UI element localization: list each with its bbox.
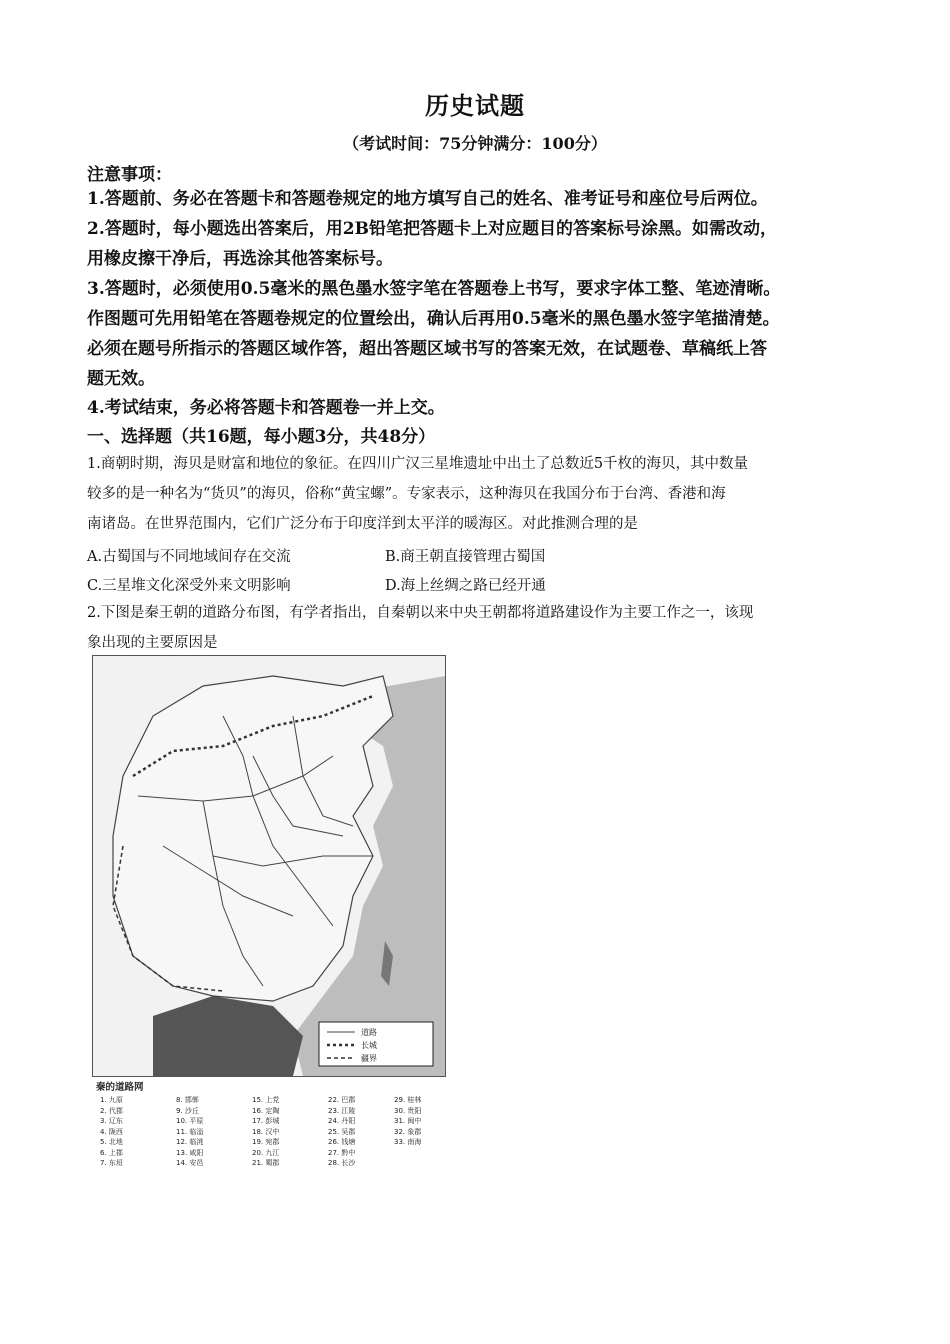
place-item: 25. 吴郡 <box>328 1127 356 1136</box>
place-item: 5. 北地 <box>100 1138 123 1146</box>
place-item: 18. 汉中 <box>252 1127 280 1136</box>
land-outline <box>113 676 393 1001</box>
place-item: 20. 九江 <box>252 1148 280 1157</box>
notice-line: 作图题可先用铅笔在答题卷规定的位置绘出，确认后再用0.5毫米的黑色墨水签字笔描清楚。 <box>87 309 780 329</box>
map-figure <box>93 656 445 1076</box>
southern-land <box>153 996 303 1076</box>
notice-line: 1.答题前、务必在答题卡和答题卷规定的地方填写自己的姓名、准考证号和座位号后两位。 <box>87 189 768 209</box>
place-item: 14. 安邑 <box>176 1159 204 1167</box>
place-item: 8. 邯郸 <box>176 1096 199 1104</box>
option-c: C.三星堆文化深受外来文明影响 <box>87 578 291 594</box>
place-item: 7. 东垣 <box>100 1159 123 1167</box>
place-item: 17. 彭城 <box>252 1117 280 1125</box>
section-heading: 一、选择题（共16题，每小题3分，共48分） <box>87 427 436 447</box>
notice-line: 2.答题时，每小题选出答案后，用2B铅笔把答题卡上对应题目的答案标号涂黑。如需改动， <box>87 219 777 239</box>
place-item: 10. 平原 <box>176 1117 204 1125</box>
question-1-line: 1.商朝时期，海贝是财富和地位的象征。在四川广汉三星堆遗址中出土了总数近5千枚的海贝，其中数量 <box>87 456 749 472</box>
place-item: 13. 咸阳 <box>176 1148 204 1157</box>
place-item: 32. 象郡 <box>394 1127 422 1136</box>
place-item: 3. 辽东 <box>100 1117 123 1125</box>
place-item: 30. 贵阳 <box>394 1106 422 1115</box>
legend-border-label: 疆界 <box>361 1054 377 1063</box>
place-item: 1. 九原 <box>100 1096 123 1104</box>
qin-road-map <box>92 655 446 1077</box>
place-item: 27. 黔中 <box>328 1148 356 1157</box>
place-name-legend <box>94 1079 442 1185</box>
place-column-4 <box>328 1095 355 1169</box>
place-item: 11. 临淄 <box>176 1127 204 1136</box>
place-item: 22. 巴郡 <box>328 1096 356 1104</box>
notice-line: 题无效。 <box>87 369 155 389</box>
place-item: 28. 长沙 <box>328 1159 356 1167</box>
place-item: 23. 江陵 <box>328 1106 356 1115</box>
option-d: D.海上丝绸之路已经开通 <box>385 578 546 594</box>
notice-line: 3.答题时，必须使用0.5毫米的黑色墨水签字笔在答题卷上书写，要求字体工整、笔迹清晰。 <box>87 279 781 299</box>
place-column-2 <box>176 1095 203 1169</box>
question-1-line: 南诸岛。在世界范围内，它们广泛分布于印度洋到太平洋的暖海区。对此推测合理的是 <box>87 516 638 532</box>
place-item: 26. 钱塘 <box>328 1138 356 1146</box>
place-item: 9. 沙丘 <box>176 1106 199 1115</box>
place-column-3 <box>252 1095 279 1169</box>
place-item: 33. 南海 <box>394 1138 422 1146</box>
notice-heading: 注意事项： <box>87 165 172 185</box>
place-column-1 <box>100 1095 123 1169</box>
place-item: 24. 丹阳 <box>328 1117 356 1125</box>
exam-time-info: （考试时间：75分钟满分：100分） <box>343 134 607 153</box>
place-item: 19. 宛郡 <box>252 1138 280 1146</box>
page-title: 历史试题 <box>425 91 525 120</box>
map-title: 秦的道路网 <box>96 1082 144 1093</box>
place-item: 2. 代郡 <box>100 1106 123 1115</box>
legend-road-label: 道路 <box>361 1028 377 1037</box>
place-item: 16. 定陶 <box>252 1106 280 1115</box>
question-1-line: 较多的是一种名为“货贝”的海贝，俗称“黄宝螺”。专家表示，这种海贝在我国分布于台湾、香港和海 <box>87 486 726 502</box>
option-a: A.古蜀国与不同地域间存在交流 <box>87 549 291 565</box>
place-item: 21. 蜀郡 <box>252 1159 280 1167</box>
place-item: 31. 闽中 <box>394 1117 422 1125</box>
place-column-5 <box>394 1095 421 1148</box>
place-item: 29. 桂林 <box>394 1096 422 1104</box>
legend-wall-label: 长城 <box>361 1041 377 1050</box>
question-2-line: 2.下图是秦王朝的道路分布图，有学者指出，自秦朝以来中央王朝都将道路建设作为主要工作之一，该现 <box>87 605 754 621</box>
notice-line: 4.考试结束，务必将答题卡和答题卷一并上交。 <box>87 398 445 418</box>
place-item: 4. 陇西 <box>100 1127 123 1136</box>
place-item: 12. 临洮 <box>176 1138 204 1146</box>
notice-line: 必须在题号所指示的答题区域作答，超出答题区域书写的答案无效，在试题卷、草稿纸上答 <box>87 339 767 359</box>
place-item: 15. 上党 <box>252 1096 280 1104</box>
notice-line: 用橡皮擦干净后，再选涂其他答案标号。 <box>87 249 393 269</box>
option-b: B.商王朝直接管理古蜀国 <box>385 549 546 565</box>
place-item: 6. 上郡 <box>100 1148 123 1157</box>
question-2-line: 象出现的主要原因是 <box>87 635 218 651</box>
